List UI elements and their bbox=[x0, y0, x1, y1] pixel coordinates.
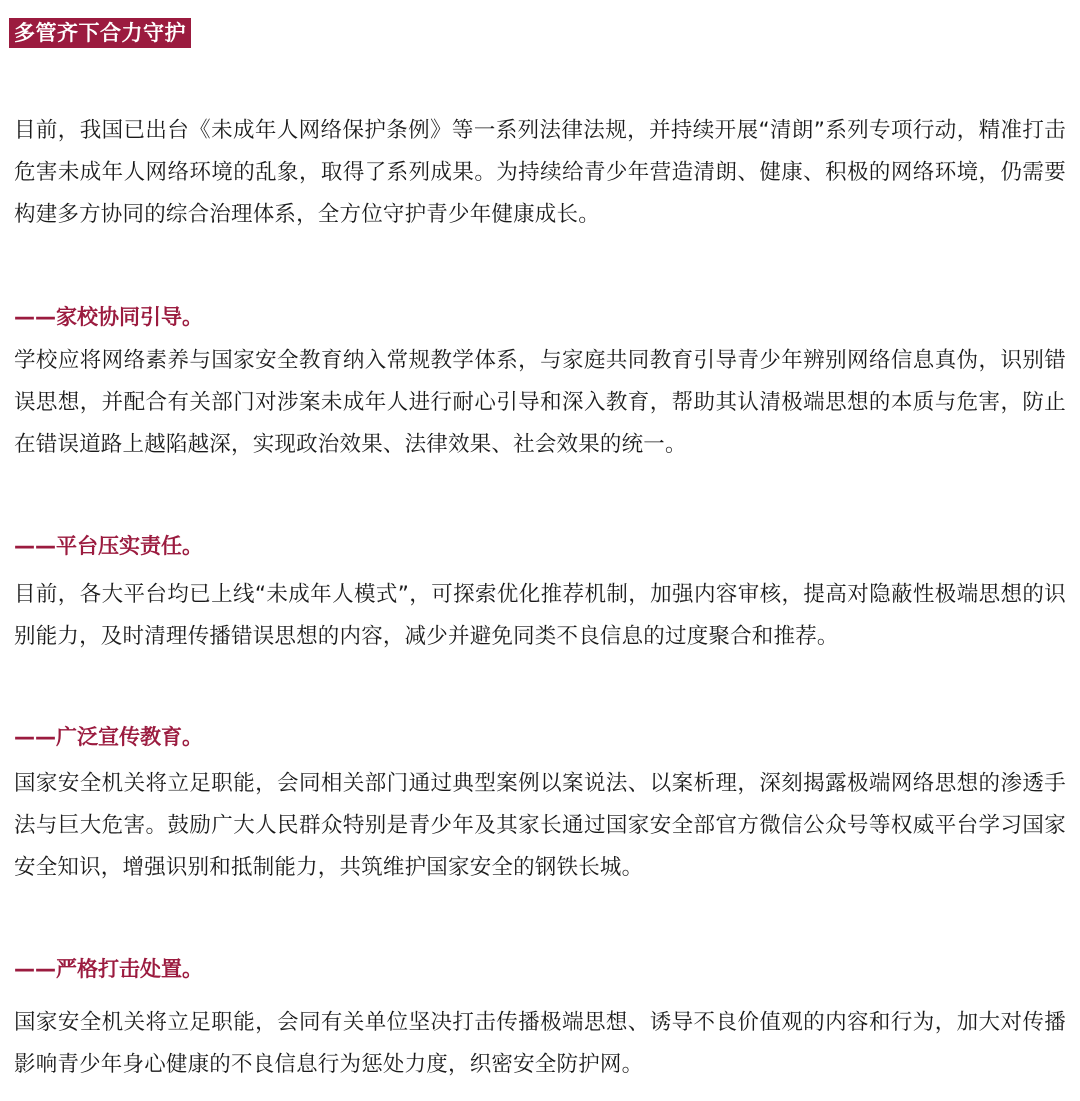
paragraph-publicity-education: 国家安全机关将立足职能，会同相关部门通过典型案例以案说法、以案析理，深刻揭露极端网络思想的渗透手法与巨大危害。鼓励广大人民群众特别是青少年及其家长通过国家安全部官方微信公众号等权威平台学习国家安全知识，增强识别和抵制能力，共筑维护国家安全的钢铁长城。 bbox=[14, 771, 1066, 880]
paragraph-home-school: 学校应将网络素养与国家安全教育纳入常规教学体系，与家庭共同教育引导青少年辨别网络信息真伪，识别错误思想，并配合有关部门对涉案未成年人进行耐心引导和深入教育，帮助其认清极端思想的本质与危害，防止在错误道路上越陷越深，实现政治效果、法律效果、社会效果的统一。 bbox=[14, 348, 1066, 457]
heading-home-school: ——家校协同引导。 bbox=[14, 305, 203, 329]
heading-publicity-education: ——广泛宣传教育。 bbox=[14, 725, 203, 749]
paragraph-platform-responsibility: 目前，各大平台均已上线“未成年人模式”，可探索优化推荐机制，加强内容审核，提高对隐蔽性极端思想的识别能力，及时清理传播错误思想的内容，减少并避免同类不良信息的过度聚合和推荐。 bbox=[14, 582, 1066, 649]
intro-paragraph: 目前，我国已出台《未成年人网络保护条例》等一系列法律法规，并持续开展“清朗”系列专项行动，精准打击危害未成年人网络环境的乱象，取得了系列成果。为持续给青少年营造清朗、健康、积极的网络环境，仍需要构建多方协同的综合治理体系，全方位守护青少年健康成长。 bbox=[14, 118, 1066, 227]
paragraph-strict-crackdown: 国家安全机关将立足职能，会同有关单位坚决打击传播极端思想、诱导不良价值观的内容和行为，加大对传播影响青少年身心健康的不良信息行为惩处力度，织密安全防护网。 bbox=[14, 1010, 1066, 1077]
heading-platform-responsibility: ——平台压实责任。 bbox=[14, 534, 203, 558]
heading-strict-crackdown: ——严格打击处置。 bbox=[14, 957, 203, 981]
section-title-badge: 多管齐下合力守护 bbox=[9, 18, 191, 48]
